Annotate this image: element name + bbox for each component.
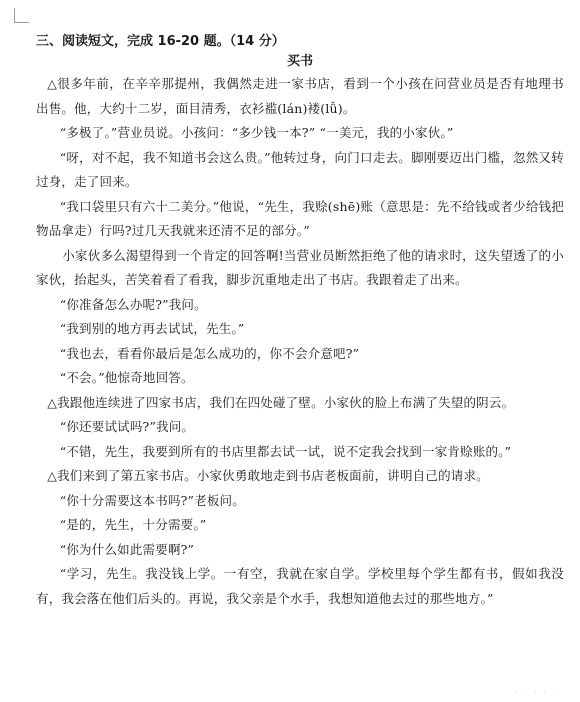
scan-artifact-dots: · · · · · [514,688,558,698]
paragraph-2: “多极了。”营业员说。小孩问：“多少钱一本?” “一美元，我的小家伙。” [59,125,454,140]
paragraph-14: “你十分需要这本书吗?”老板问。 [59,492,245,508]
paragraph-9: “不会。”他惊奇地回答。 [59,370,194,385]
paragraph-17: “学习，先生。我没钱上学。一有空，我就在家自学。学校里每个学生都有书，假如我没有，我会落在他们后头的。再说，我父亲是个水手，我想知道他去过的那些地方。” [36,566,564,606]
paragraph-8: “我也去，看看你最后是怎么成功的，你不会介意吧?” [59,345,360,361]
paragraph-5: 小家伙多么渴望得到一个肯定的回答啊!当营业员断然拒绝了他的请求时，这失望透了的小家伙，抬起头，苦笑着看了看我，脚步沉重地走出了书店。我跟着走了出来。 [36,247,564,287]
paragraph-15: “是的，先生，十分需要。” [59,517,207,532]
story-title: 买书 [286,54,313,69]
paragraph-11: “你还要试试吗?”我问。 [59,419,195,434]
paragraph-12: “不错，先生，我要到所有的书店里都去试一试，说不定我会找到一家肯赊账的。” [59,443,512,459]
paragraph-6: “你准备怎么办呢?”我问。 [59,296,207,312]
paragraph-3: “呀，对不起，我不知道书会这么贵。”他转过身，向门口走去。脚刚要迈出门槛，忽然又转过身，走了回来。 [36,149,564,189]
section-heading: 三、阅读短文，完成 16-20 题。（14 分） [36,34,285,49]
paragraph-13: △我们来到了第五家书店。小家伙勇敢地走到书店老板面前，讲明自己的请求。 [47,468,489,483]
reading-passage [36,32,564,611]
paragraph-16: “你为什么如此需要啊?” [59,541,195,557]
paragraph-7: “我到别的地方再去试试，先生。” [59,321,245,336]
paragraph-10: △我跟他连续进了四家书店，我们在四处碰了壁。小家伙的脸上布满了失望的阴云。 [47,394,515,410]
paragraph-4: “我口袋里只有六十二美分。”他说，“先生，我赊(shē)账（意思是：先不给钱或者少给钱把物品拿走）行吗?过几天我就来还清不足的部分。” [36,198,564,238]
page-corner-mark [14,8,29,23]
paragraph-1: △很多年前，在辛辛那提州，我偶然走进一家书店，看到一个小孩在问营业员是否有地理书出售。他，大约十二岁，面目清秀，衣衫褴(lán)褛(lǚ)。 [36,76,564,116]
